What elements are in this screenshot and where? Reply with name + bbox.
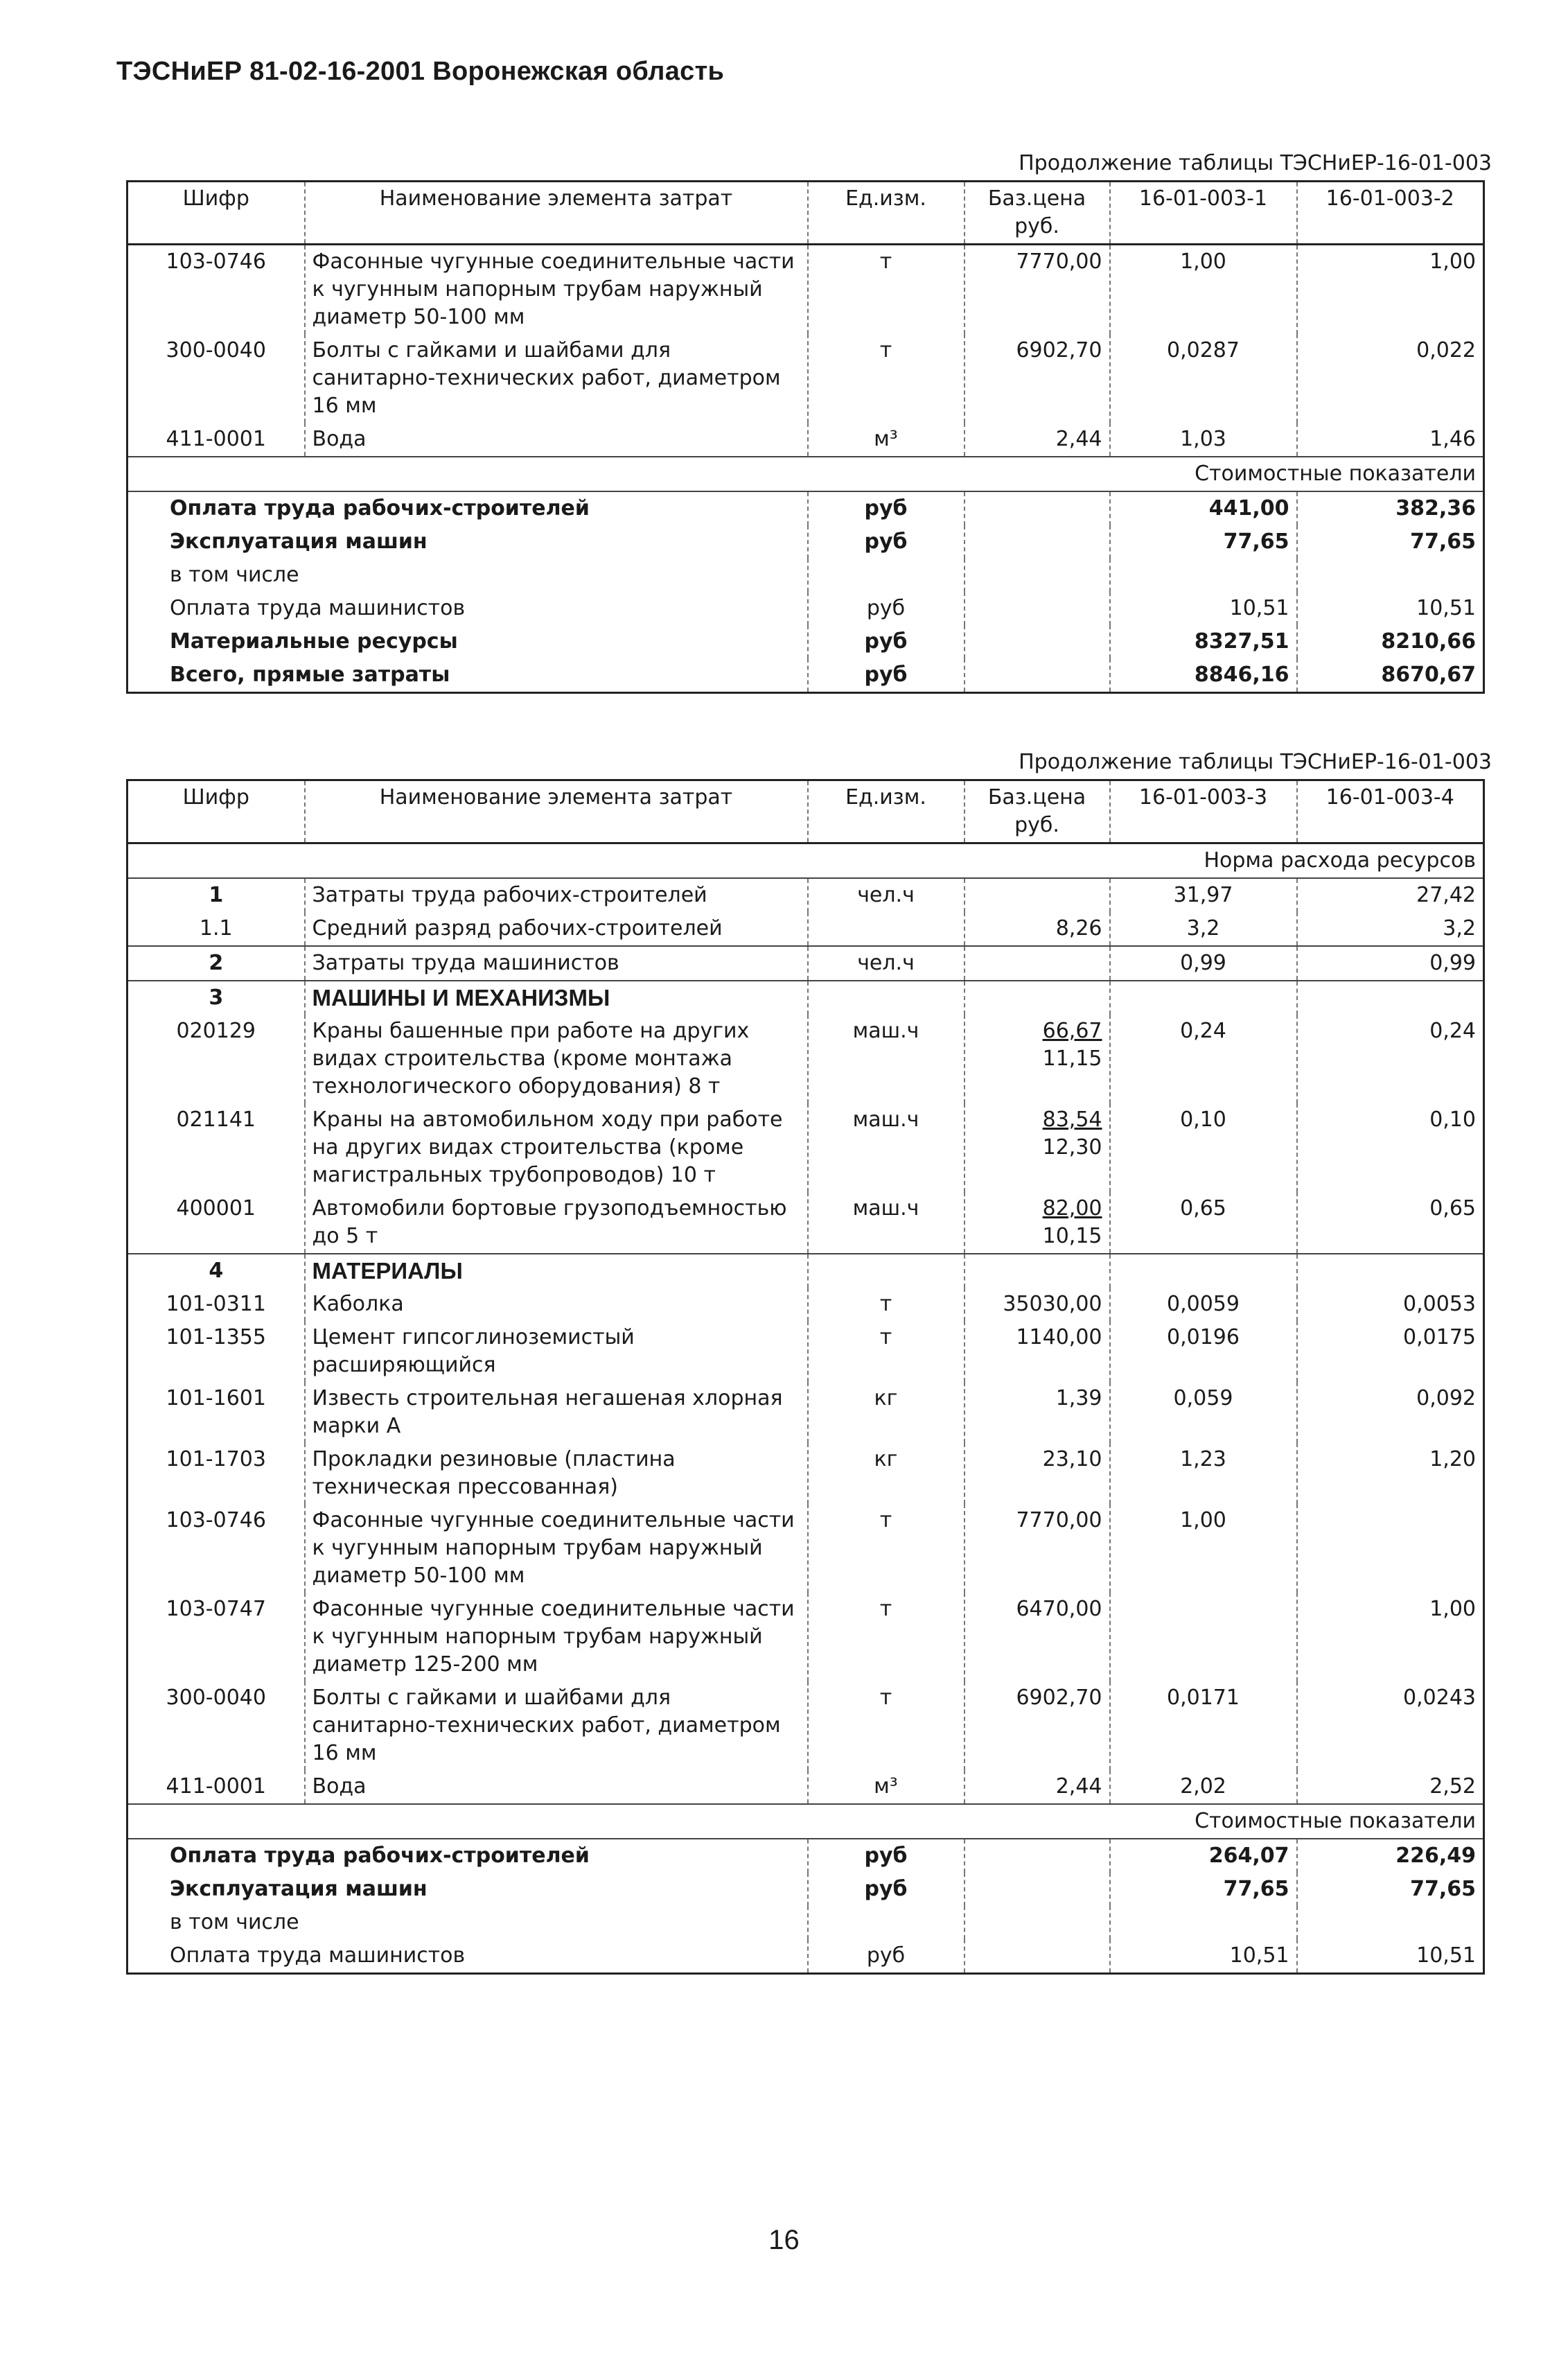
row-code: 300-0040 xyxy=(166,1686,266,1710)
table-row xyxy=(127,946,1484,981)
price-secondary: 10,15 xyxy=(1042,1224,1102,1248)
document-title: ТЭСНиЕР 81-02-16-2001 Воронежская область xyxy=(116,57,725,86)
row-code: 1 xyxy=(209,883,224,907)
row-price xyxy=(964,946,1110,981)
table-row xyxy=(127,1443,1484,1504)
row-value-2: 27,42 xyxy=(1297,878,1484,912)
row-value-1: 0,0196 xyxy=(1110,1321,1297,1382)
cost-value-1: 8846,16 xyxy=(1110,658,1297,693)
row-unit: т xyxy=(808,1288,964,1321)
price-primary: 66,67 xyxy=(1042,1019,1102,1043)
column-header: 16-01-003-3 xyxy=(1110,780,1297,843)
row-price xyxy=(964,878,1110,912)
cost-name: Эксплуатация машин xyxy=(170,1877,428,1901)
empty-cell xyxy=(1110,1254,1297,1288)
empty-cell xyxy=(964,981,1110,1015)
column-header: Ед.изм. xyxy=(808,780,964,843)
column-header: 16-01-003-2 xyxy=(1297,182,1484,245)
row-price: 2,44 xyxy=(964,1770,1110,1804)
column-header: Шифр xyxy=(127,182,305,245)
row-value-2: 0,0053 xyxy=(1297,1288,1484,1321)
cost-name: в том числе xyxy=(170,1910,299,1934)
empty-cell xyxy=(1297,981,1484,1015)
price-primary: 83,54 xyxy=(1042,1108,1102,1132)
row-value-1: 3,2 xyxy=(1110,912,1297,946)
column-header: 16-01-003-1 xyxy=(1110,182,1297,245)
row-price xyxy=(964,1103,1110,1192)
cost-row xyxy=(127,525,1484,559)
cost-indicators-label-row xyxy=(127,1804,1484,1839)
row-value-2: 0,24 xyxy=(1297,1015,1484,1103)
empty-cell xyxy=(1110,981,1297,1015)
section-title: МАТЕРИАЛЫ xyxy=(305,1254,808,1288)
cost-value-2 xyxy=(1297,559,1484,592)
row-name: Затраты труда машинистов xyxy=(305,946,808,981)
row-unit: м³ xyxy=(808,423,964,457)
row-price: 23,10 xyxy=(964,1443,1110,1504)
cost-price-empty xyxy=(964,625,1110,658)
row-value-1: 0,65 xyxy=(1110,1192,1297,1254)
cost-value-1: 10,51 xyxy=(1110,1939,1297,1974)
table-row xyxy=(127,1382,1484,1443)
cost-name: Оплата труда машинистов xyxy=(170,596,466,620)
row-value-2: 2,52 xyxy=(1297,1770,1484,1804)
row-value-1: 31,97 xyxy=(1110,878,1297,912)
row-name: Краны на автомобильном ходу при работе на других видах строительства (кроме магистральных трубопроводов) 10 т xyxy=(305,1103,808,1192)
cost-unit xyxy=(808,559,964,592)
cost-name: Оплата труда рабочих-строителей xyxy=(170,1844,590,1868)
section-code: 4 xyxy=(127,1254,305,1288)
row-price: 1140,00 xyxy=(964,1321,1110,1382)
cost-row xyxy=(127,658,1484,693)
column-header: Баз.цена руб. xyxy=(964,780,1110,843)
table-row xyxy=(127,423,1484,457)
row-price: 7770,00 xyxy=(964,245,1110,335)
row-code: 400001 xyxy=(176,1196,256,1221)
cost-value-1: 441,00 xyxy=(1110,491,1297,525)
cost-row xyxy=(127,1839,1484,1873)
row-value-2: 0,0175 xyxy=(1297,1321,1484,1382)
row-code: 103-0746 xyxy=(166,1508,266,1532)
row-unit: маш.ч xyxy=(808,1015,964,1103)
cost-price-empty xyxy=(964,658,1110,693)
cost-price-empty xyxy=(964,1939,1110,1974)
row-price: 7770,00 xyxy=(964,1504,1110,1593)
cost-value-1: 8327,51 xyxy=(1110,625,1297,658)
section-code: 3 xyxy=(127,981,305,1015)
row-value-2: 0,022 xyxy=(1297,334,1484,423)
row-value-1: 0,99 xyxy=(1110,946,1297,981)
row-price: 6902,70 xyxy=(964,1681,1110,1770)
row-value-2 xyxy=(1297,1504,1484,1593)
cost-value-1: 77,65 xyxy=(1110,525,1297,559)
table1 xyxy=(126,180,1485,694)
cost-name: Оплата труда рабочих-строителей xyxy=(170,496,590,520)
row-unit: маш.ч xyxy=(808,1192,964,1254)
row-value-2: 1,00 xyxy=(1297,245,1484,335)
row-value-1: 0,0171 xyxy=(1110,1681,1297,1770)
column-header: 16-01-003-4 xyxy=(1297,780,1484,843)
row-code: 2 xyxy=(127,946,305,981)
row-value-1: 1,00 xyxy=(1110,1504,1297,1593)
cost-unit: руб xyxy=(808,658,964,693)
row-value-1: 1,00 xyxy=(1110,245,1297,335)
row-price: 35030,00 xyxy=(964,1288,1110,1321)
row-name: Каболка xyxy=(305,1288,808,1321)
row-value-1: 0,059 xyxy=(1110,1382,1297,1443)
row-code: 101-1355 xyxy=(166,1325,266,1349)
row-unit: т xyxy=(808,1504,964,1593)
section-row xyxy=(127,1254,1484,1288)
cost-row xyxy=(127,1906,1484,1939)
table-row xyxy=(127,1288,1484,1321)
row-code: 1.1 xyxy=(199,916,233,940)
row-name: Болты с гайками и шайбами для санитарно-технических работ, диаметром 16 мм xyxy=(305,334,808,423)
row-price: 6902,70 xyxy=(964,334,1110,423)
table-row xyxy=(127,1103,1484,1192)
cost-value-2 xyxy=(1297,1906,1484,1939)
row-value-1: 0,24 xyxy=(1110,1015,1297,1103)
row-unit: кг xyxy=(808,1382,964,1443)
page-number: 16 xyxy=(768,2225,800,2255)
row-value-2: 1,20 xyxy=(1297,1443,1484,1504)
row-value-1: 0,10 xyxy=(1110,1103,1297,1192)
row-value-2: 1,46 xyxy=(1297,423,1484,457)
header-row xyxy=(127,182,1484,245)
row-code: 021141 xyxy=(176,1108,256,1132)
cost-value-2: 10,51 xyxy=(1297,592,1484,625)
row-code: 103-0747 xyxy=(166,1597,266,1621)
row-unit: чел.ч xyxy=(808,946,964,981)
table-row xyxy=(127,1321,1484,1382)
cost-value-1 xyxy=(1110,559,1297,592)
cost-name: Всего, прямые затраты xyxy=(170,663,450,687)
cost-indicators-label-row xyxy=(127,457,1484,491)
row-name: Болты с гайками и шайбами для санитарно-технических работ, диаметром 16 мм xyxy=(305,1681,808,1770)
cost-value-1: 264,07 xyxy=(1110,1839,1297,1873)
row-unit: кг xyxy=(808,1443,964,1504)
table1-continuation-caption: Продолжение таблицы ТЭСНиЕР-16-01-003 xyxy=(1019,151,1492,175)
cost-price-empty xyxy=(964,491,1110,525)
cost-unit xyxy=(808,1906,964,1939)
cost-name: Эксплуатация машин xyxy=(170,530,428,554)
resource-norm-label-row xyxy=(127,843,1484,879)
row-name: Фасонные чугунные соединительные части к чугунным напорным трубам наружный диаметр 50-100 мм xyxy=(305,245,808,335)
resource-norm-label: Норма расхода ресурсов xyxy=(127,843,1484,879)
row-price: 6470,00 xyxy=(964,1593,1110,1681)
row-name: Известь строительная негашеная хлорная марки А xyxy=(305,1382,808,1443)
row-code: 103-0746 xyxy=(166,250,266,274)
section-row xyxy=(127,981,1484,1015)
cost-unit: руб xyxy=(808,525,964,559)
cost-price-empty xyxy=(964,1839,1110,1873)
row-code: 101-1703 xyxy=(166,1447,266,1471)
row-code: 101-0311 xyxy=(166,1292,266,1316)
row-unit: т xyxy=(808,245,964,335)
row-code: 101-1601 xyxy=(166,1386,266,1410)
row-value-2: 0,99 xyxy=(1297,946,1484,981)
row-price: 1,39 xyxy=(964,1382,1110,1443)
cost-value-1: 10,51 xyxy=(1110,592,1297,625)
row-value-2: 0,10 xyxy=(1297,1103,1484,1192)
row-value-1: 1,23 xyxy=(1110,1443,1297,1504)
table-row xyxy=(127,1504,1484,1593)
cost-price-empty xyxy=(964,1906,1110,1939)
empty-cell xyxy=(964,1254,1110,1288)
section-title: МАШИНЫ И МЕХАНИЗМЫ xyxy=(305,981,808,1015)
header-row xyxy=(127,780,1484,843)
table-row xyxy=(127,912,1484,946)
column-header: Ед.изм. xyxy=(808,182,964,245)
row-name: Средний разряд рабочих-строителей xyxy=(305,912,808,946)
cost-row xyxy=(127,1939,1484,1974)
cost-name: Оплата труда машинистов xyxy=(170,1943,466,1968)
row-value-2: 0,65 xyxy=(1297,1192,1484,1254)
row-unit xyxy=(808,912,964,946)
table-row xyxy=(127,878,1484,912)
cost-value-2: 382,36 xyxy=(1297,491,1484,525)
column-header: Баз.цена руб. xyxy=(964,182,1110,245)
empty-cell xyxy=(808,981,964,1015)
cost-row xyxy=(127,559,1484,592)
row-name: Фасонные чугунные соединительные части к чугунным напорным трубам наружный диаметр 50-100 мм xyxy=(305,1504,808,1593)
row-unit: м³ xyxy=(808,1770,964,1804)
cost-unit: руб xyxy=(808,491,964,525)
table2 xyxy=(126,779,1485,1975)
row-value-1: 0,0059 xyxy=(1110,1288,1297,1321)
cost-value-2: 77,65 xyxy=(1297,1873,1484,1906)
table2-continuation-caption: Продолжение таблицы ТЭСНиЕР-16-01-003 xyxy=(1019,750,1492,774)
row-value-1: 1,03 xyxy=(1110,423,1297,457)
row-value-1: 2,02 xyxy=(1110,1770,1297,1804)
cost-price-empty xyxy=(964,592,1110,625)
row-name: Цемент гипсоглиноземистый расширяющийся xyxy=(305,1321,808,1382)
cost-unit: руб xyxy=(808,1873,964,1906)
column-header: Наименование элемента затрат xyxy=(305,780,808,843)
table-row xyxy=(127,1192,1484,1254)
cost-unit: руб xyxy=(808,592,964,625)
cost-value-2: 10,51 xyxy=(1297,1939,1484,1974)
row-code: 020129 xyxy=(176,1019,256,1043)
row-value-2: 0,092 xyxy=(1297,1382,1484,1443)
row-value-2: 0,0243 xyxy=(1297,1681,1484,1770)
cost-unit: руб xyxy=(808,625,964,658)
row-unit: т xyxy=(808,1593,964,1681)
row-name: Краны башенные при работе на других видах строительства (кроме монтажа технологического оборудования) 8 т xyxy=(305,1015,808,1103)
row-unit: т xyxy=(808,1321,964,1382)
row-name: Вода xyxy=(305,1770,808,1804)
row-value-1 xyxy=(1110,1593,1297,1681)
table-row xyxy=(127,1681,1484,1770)
empty-cell xyxy=(808,1254,964,1288)
row-value-2: 1,00 xyxy=(1297,1593,1484,1681)
row-value-2: 3,2 xyxy=(1297,912,1484,946)
cost-value-2: 8210,66 xyxy=(1297,625,1484,658)
row-unit: чел.ч xyxy=(808,878,964,912)
cost-row xyxy=(127,491,1484,525)
table-row xyxy=(127,245,1484,335)
price-secondary: 11,15 xyxy=(1042,1047,1102,1071)
row-name: Автомобили бортовые грузоподъемностью до 5 т xyxy=(305,1192,808,1254)
row-price xyxy=(964,1015,1110,1103)
cost-value-1 xyxy=(1110,1906,1297,1939)
row-price: 8,26 xyxy=(964,912,1110,946)
cost-value-2: 8670,67 xyxy=(1297,658,1484,693)
table-row xyxy=(127,1015,1484,1103)
cost-indicators-label: Стоимостные показатели xyxy=(127,1804,1484,1839)
row-name: Фасонные чугунные соединительные части к чугунным напорным трубам наружный диаметр 125-200 мм xyxy=(305,1593,808,1681)
table-row xyxy=(127,334,1484,423)
row-value-1: 0,0287 xyxy=(1110,334,1297,423)
table-row xyxy=(127,1770,1484,1804)
price-primary: 82,00 xyxy=(1042,1196,1102,1221)
row-code: 411-0001 xyxy=(166,427,266,451)
row-unit: т xyxy=(808,1681,964,1770)
row-code: 411-0001 xyxy=(166,1774,266,1799)
row-unit: т xyxy=(808,334,964,423)
cost-unit: руб xyxy=(808,1839,964,1873)
cost-unit: руб xyxy=(808,1939,964,1974)
row-code: 300-0040 xyxy=(166,338,266,362)
cost-price-empty xyxy=(964,525,1110,559)
empty-cell xyxy=(1297,1254,1484,1288)
cost-row xyxy=(127,592,1484,625)
column-header: Наименование элемента затрат xyxy=(305,182,808,245)
row-name: Затраты труда рабочих-строителей xyxy=(305,878,808,912)
cost-value-2: 226,49 xyxy=(1297,1839,1484,1873)
cost-name: в том числе xyxy=(170,563,299,587)
cost-name: Материальные ресурсы xyxy=(170,629,458,654)
cost-price-empty xyxy=(964,559,1110,592)
cost-value-2: 77,65 xyxy=(1297,525,1484,559)
row-price xyxy=(964,1192,1110,1254)
cost-row xyxy=(127,1873,1484,1906)
column-header: Шифр xyxy=(127,780,305,843)
cost-indicators-label: Стоимостные показатели xyxy=(127,457,1484,491)
cost-price-empty xyxy=(964,1873,1110,1906)
price-secondary: 12,30 xyxy=(1042,1135,1102,1160)
row-name: Вода xyxy=(305,423,808,457)
row-name: Прокладки резиновые (пластина техническая прессованная) xyxy=(305,1443,808,1504)
cost-value-1: 77,65 xyxy=(1110,1873,1297,1906)
table-row xyxy=(127,1593,1484,1681)
row-unit: маш.ч xyxy=(808,1103,964,1192)
cost-row xyxy=(127,625,1484,658)
row-price: 2,44 xyxy=(964,423,1110,457)
